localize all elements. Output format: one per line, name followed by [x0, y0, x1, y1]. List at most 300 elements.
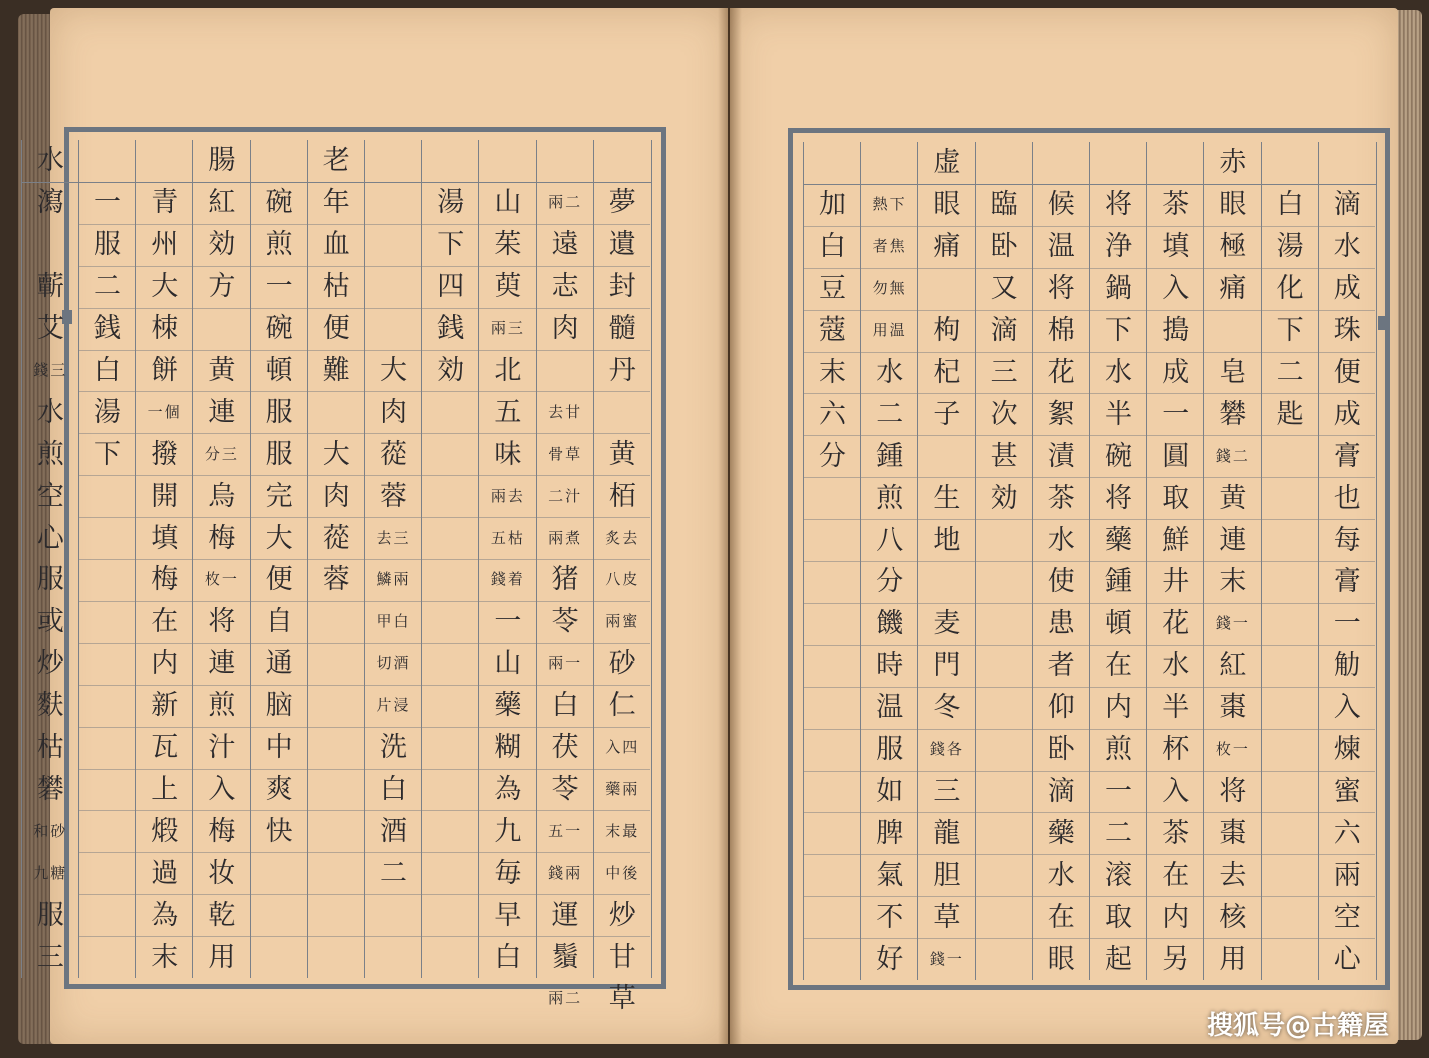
text-cell: 三	[36, 941, 64, 973]
text-cell: 枯	[36, 732, 64, 764]
column-header	[79, 140, 136, 183]
text-cell: 青	[151, 187, 179, 219]
text-cell: 水	[1047, 859, 1075, 891]
right-page-column	[1032, 142, 1090, 980]
text-cell: 連	[208, 648, 236, 680]
text-cell: 湯	[94, 396, 121, 428]
text-cell: 白	[1276, 189, 1304, 221]
right-text-grid	[803, 142, 1375, 980]
text-cell: 棗	[1219, 692, 1247, 724]
text-cell	[1204, 310, 1261, 352]
text-cell: 下	[437, 229, 465, 261]
text-cell: 錢二	[1215, 446, 1250, 465]
text-cell: 藥兩	[605, 779, 640, 798]
text-cell: 遠	[551, 229, 579, 261]
text-cell: 便	[322, 313, 350, 345]
text-cell: 血	[322, 229, 350, 261]
text-cell: 肉	[380, 396, 407, 428]
text-cell: 梅	[208, 815, 236, 847]
text-cell: 煎	[36, 438, 64, 470]
text-cell: 在	[151, 606, 179, 638]
text-cell: 草	[933, 901, 961, 933]
text-cell: 萸	[494, 271, 522, 303]
right-page-column	[860, 142, 918, 980]
text-cell: 花	[1162, 608, 1190, 640]
text-cell: 碗	[1105, 440, 1132, 472]
text-cell: 蔻	[819, 315, 846, 347]
text-cell: 一	[1162, 398, 1190, 430]
text-cell: 一	[494, 606, 522, 638]
text-cell: 仁	[608, 690, 636, 722]
text-cell: 勿無	[872, 279, 907, 298]
text-cell	[365, 182, 422, 224]
text-cell: 瓦	[151, 732, 179, 764]
text-cell: 水	[876, 356, 904, 388]
text-cell: 填	[1162, 231, 1190, 263]
text-cell: 自	[265, 606, 293, 638]
text-cell: 猪	[551, 564, 579, 596]
text-cell: 妆	[208, 857, 236, 889]
text-cell: 分	[876, 566, 904, 598]
text-cell: 棉	[1047, 315, 1075, 347]
text-cell: 片浸	[376, 696, 411, 715]
left-page-column	[478, 140, 536, 978]
text-cell	[365, 266, 422, 308]
text-cell: 八	[876, 524, 904, 556]
text-cell: 膏	[1333, 566, 1361, 598]
text-cell: 将	[208, 606, 236, 638]
left-page-column	[536, 140, 594, 1008]
text-cell: 不	[876, 901, 904, 933]
left-text-grid	[33, 140, 650, 1015]
text-cell: 用	[208, 941, 236, 973]
frame-mark-right	[1378, 316, 1388, 330]
text-cell: 連	[208, 396, 236, 428]
text-cell: 下	[1276, 315, 1304, 347]
text-cell: 温	[1047, 231, 1075, 263]
text-cell: 切酒	[376, 654, 411, 673]
text-cell: 三	[933, 775, 961, 807]
text-cell: 麦	[933, 608, 961, 640]
text-cell: 一	[1333, 608, 1361, 640]
text-cell: 兩一	[548, 654, 583, 673]
right-page-column	[803, 142, 861, 980]
text-cell: 起	[1105, 943, 1132, 975]
text-cell: 錢兩	[548, 863, 583, 882]
text-cell: 脾	[876, 817, 904, 849]
text-cell: 蓉	[380, 480, 407, 512]
text-cell: 用温	[872, 321, 907, 340]
text-cell: 入	[208, 773, 236, 805]
left-page-column	[421, 140, 479, 978]
text-cell: 下	[1105, 315, 1132, 347]
text-cell: 梅	[151, 564, 179, 596]
text-cell: 二	[94, 271, 121, 303]
text-cell: 水	[1047, 524, 1075, 556]
text-cell: 白	[380, 773, 407, 805]
text-cell: 蓉	[322, 564, 350, 596]
text-cell: 觔	[1333, 650, 1361, 682]
text-cell: 山	[494, 648, 522, 680]
text-cell: 膏	[1333, 440, 1361, 472]
text-cell: 胆	[933, 859, 961, 891]
text-cell: 杯	[1162, 734, 1190, 766]
text-cell: 礬	[1219, 398, 1247, 430]
text-cell: 便	[1333, 356, 1361, 388]
text-cell: 水	[1105, 356, 1132, 388]
text-cell: 浄	[1105, 231, 1132, 263]
column-header	[1147, 142, 1204, 185]
text-cell	[918, 561, 975, 603]
text-cell: 銭	[94, 313, 121, 345]
text-cell: 眼	[1047, 943, 1075, 975]
text-cell: 炒	[608, 899, 636, 931]
text-cell: 下	[94, 438, 121, 470]
text-cell: 黄	[208, 354, 236, 386]
text-cell: 八皮	[605, 570, 640, 589]
text-cell: 心	[36, 522, 64, 554]
text-cell: 半	[1162, 692, 1190, 724]
text-cell: 絮	[1047, 398, 1075, 430]
left-page-column	[250, 140, 308, 978]
text-cell: 茱	[494, 229, 522, 261]
text-cell: 鮮	[1162, 524, 1190, 556]
text-cell: 服	[36, 899, 64, 931]
text-cell: 苓	[551, 606, 579, 638]
text-cell: 四	[437, 271, 465, 303]
text-cell: 中後	[605, 863, 640, 882]
text-cell	[22, 224, 79, 266]
text-cell: 煎	[876, 482, 904, 514]
text-cell: 成	[1162, 356, 1190, 388]
text-cell: 蓯	[322, 522, 350, 554]
text-cell: 撥	[151, 438, 179, 470]
text-cell: 冬	[933, 692, 961, 724]
text-cell: 兩二	[548, 193, 583, 212]
text-cell: 紅	[1219, 650, 1247, 682]
text-cell: 甘	[608, 941, 636, 973]
text-cell	[193, 308, 250, 350]
text-cell: 痛	[1219, 273, 1247, 305]
text-cell: 餅	[151, 354, 179, 386]
text-cell: 枯	[322, 271, 350, 303]
text-cell: 錢一	[1215, 614, 1250, 633]
text-cell: 新	[151, 690, 179, 722]
text-cell: 在	[1105, 650, 1132, 682]
left-page-column	[364, 140, 422, 978]
text-cell: 在	[1162, 859, 1190, 891]
right-page-column	[1203, 142, 1261, 980]
text-cell: 効	[437, 354, 465, 386]
text-cell: 洗	[380, 732, 407, 764]
text-cell: 茶	[1162, 817, 1190, 849]
text-cell: 成	[1333, 273, 1361, 305]
column-header	[1262, 142, 1319, 185]
text-cell: 将	[1105, 482, 1132, 514]
column-header	[1033, 142, 1090, 185]
text-cell: 二	[876, 398, 904, 430]
text-cell: 枸	[933, 315, 961, 347]
text-cell: 子	[933, 398, 961, 430]
text-cell: 茯	[551, 732, 579, 764]
text-cell: 二	[1105, 817, 1132, 849]
text-cell: 運	[551, 899, 579, 931]
text-cell: 九	[494, 815, 522, 847]
text-cell: 棗	[1219, 817, 1247, 849]
right-page-column	[1318, 142, 1377, 980]
text-cell: 銭	[437, 313, 465, 345]
text-cell: 骨草	[548, 444, 583, 463]
column-header: 虚	[918, 142, 975, 185]
text-cell: 藥	[1047, 817, 1075, 849]
text-cell: 成	[1333, 398, 1361, 430]
text-cell: 好	[876, 943, 904, 975]
text-cell: 茶	[1047, 482, 1075, 514]
column-header	[136, 140, 193, 183]
text-cell: 上	[151, 773, 179, 805]
text-cell: 者焦	[872, 237, 907, 256]
text-cell: 卧	[1047, 734, 1075, 766]
text-cell: 鍾	[876, 440, 904, 472]
text-cell: 服	[36, 564, 64, 596]
text-cell: 紅	[208, 187, 236, 219]
text-cell: 大	[380, 354, 407, 386]
text-cell: 二	[1276, 356, 1304, 388]
text-cell: 服	[265, 438, 293, 470]
text-cell: 服	[94, 229, 121, 261]
left-page-column	[135, 140, 193, 978]
right-page-column	[917, 142, 975, 980]
text-cell: 黄	[1219, 482, 1247, 514]
column-header	[365, 140, 422, 183]
text-cell: 心	[1333, 943, 1361, 975]
text-cell: 煎	[208, 690, 236, 722]
text-cell: 白	[551, 690, 579, 722]
text-cell: 滚	[1105, 859, 1132, 891]
text-cell: 茶	[1162, 189, 1190, 221]
text-cell: 末最	[605, 821, 640, 840]
text-cell: 煉	[1333, 734, 1361, 766]
text-cell: 兩	[1333, 859, 1361, 891]
text-cell: 遺	[608, 229, 636, 261]
text-cell: 杞	[933, 356, 961, 388]
text-cell: 志	[551, 271, 579, 303]
text-cell: 眼	[933, 189, 961, 221]
column-header	[537, 140, 594, 183]
text-cell: 脑	[265, 690, 293, 722]
text-cell	[594, 391, 651, 433]
text-cell	[308, 391, 365, 433]
left-page-column	[21, 140, 79, 978]
text-cell: 白	[494, 941, 522, 973]
text-cell: 栢	[608, 480, 636, 512]
text-cell: 九糖	[33, 863, 68, 882]
text-cell: 藥	[494, 690, 522, 722]
text-cell: 炙去	[605, 528, 640, 547]
text-cell: 快	[265, 815, 293, 847]
text-cell: 蓯	[380, 438, 407, 470]
text-cell: 湯	[1276, 231, 1304, 263]
text-cell: 鍾	[1105, 566, 1132, 598]
text-cell: 或	[36, 606, 64, 638]
text-cell: 入	[1162, 775, 1190, 807]
text-cell: 半	[1105, 398, 1132, 430]
text-cell: 方	[208, 271, 236, 303]
text-cell: 瀉	[36, 187, 64, 219]
text-cell: 兩二	[548, 989, 583, 1008]
left-page-column	[307, 140, 365, 978]
text-cell: 兩蜜	[605, 612, 640, 631]
text-cell: 在	[1047, 901, 1075, 933]
text-cell: 入	[1333, 692, 1361, 724]
text-cell: 生	[933, 482, 961, 514]
text-cell: 枚一	[204, 570, 239, 589]
column-header	[976, 142, 1033, 185]
text-cell	[918, 268, 975, 310]
text-cell: 中	[265, 732, 293, 764]
text-cell: 和砂	[33, 821, 68, 840]
text-cell: 匙	[1276, 398, 1304, 430]
text-cell: 分三	[204, 444, 239, 463]
text-cell: 兩去	[490, 486, 525, 505]
left-page-column	[192, 140, 250, 978]
text-cell: 五一	[548, 821, 583, 840]
column-header	[1090, 142, 1147, 185]
column-header: 腸	[193, 140, 250, 183]
text-cell: 六	[819, 398, 846, 430]
text-cell: 兩煮	[548, 528, 583, 547]
column-header: 水	[22, 140, 79, 183]
text-cell: 早	[494, 899, 522, 931]
text-cell: 麩	[36, 690, 64, 722]
column-header	[251, 140, 308, 183]
text-cell: 肉	[322, 480, 350, 512]
text-cell: 圓	[1162, 440, 1190, 472]
text-cell: 過	[151, 857, 179, 889]
text-cell: 滴	[1333, 189, 1361, 221]
right-page-column	[1089, 142, 1147, 980]
text-cell: 滴	[1047, 775, 1075, 807]
text-cell: 白	[819, 231, 846, 263]
text-cell: 饑	[876, 608, 904, 640]
text-cell: 水	[1162, 650, 1190, 682]
text-cell: 滴	[990, 315, 1018, 347]
text-cell: 錢三	[33, 360, 68, 379]
right-page-column	[1146, 142, 1204, 980]
text-cell: 錢各	[929, 740, 964, 759]
text-cell: 取	[1105, 901, 1132, 933]
column-header	[479, 140, 536, 183]
text-cell: 門	[933, 650, 961, 682]
text-cell	[365, 224, 422, 266]
text-cell: 烏	[208, 480, 236, 512]
text-cell: 効	[208, 229, 236, 261]
text-cell: 六	[1333, 817, 1361, 849]
column-header	[594, 140, 651, 183]
text-cell	[918, 435, 975, 477]
text-cell: 皂	[1219, 356, 1247, 388]
text-cell: 臨	[990, 189, 1018, 221]
text-cell: 次	[990, 398, 1018, 430]
text-cell: 通	[265, 648, 293, 680]
column-header: 赤	[1204, 142, 1261, 185]
text-cell: 患	[1047, 608, 1075, 640]
text-cell: 取	[1162, 482, 1190, 514]
text-cell: 候	[1047, 189, 1075, 221]
text-cell: 末	[819, 356, 846, 388]
text-cell: 搗	[1162, 315, 1190, 347]
text-cell	[365, 308, 422, 350]
text-cell: 分	[819, 440, 846, 472]
text-cell: 効	[990, 482, 1018, 514]
text-cell: 去三	[376, 528, 411, 547]
text-cell: 極	[1219, 231, 1247, 263]
left-page-column	[593, 140, 652, 1015]
text-cell: 錢一	[929, 949, 964, 968]
text-cell: 白	[94, 354, 121, 386]
text-cell: 蘄	[36, 271, 64, 303]
text-cell: 也	[1333, 482, 1361, 514]
text-cell: 為	[151, 899, 179, 931]
column-header	[422, 140, 479, 183]
text-cell: 味	[494, 438, 522, 470]
text-cell: 将	[1047, 273, 1075, 305]
text-cell: 酒	[380, 815, 407, 847]
text-cell: 者	[1047, 650, 1075, 682]
text-cell: 空	[36, 480, 64, 512]
text-cell: 内	[1162, 901, 1190, 933]
text-cell: 毎	[494, 857, 522, 889]
text-cell: 一	[1105, 775, 1132, 807]
text-cell: 另	[1162, 943, 1190, 975]
text-cell: 化	[1276, 273, 1304, 305]
text-cell: 珠	[1333, 315, 1361, 347]
text-cell: 草	[608, 983, 636, 1015]
text-cell: 甲白	[376, 612, 411, 631]
text-cell: 五枯	[490, 528, 525, 547]
text-cell: 丹	[608, 354, 636, 386]
text-cell: 年	[322, 187, 350, 219]
text-cell: 便	[265, 564, 293, 596]
text-cell: 苓	[551, 773, 579, 805]
text-cell: 将	[1105, 189, 1132, 221]
text-cell: 入	[1162, 273, 1190, 305]
text-cell: 空	[1333, 901, 1361, 933]
text-cell: 枚一	[1215, 740, 1250, 759]
text-cell: 夢	[608, 187, 636, 219]
text-cell: 鱗兩	[376, 570, 411, 589]
text-cell: 二	[380, 857, 407, 889]
column-header	[804, 142, 861, 185]
text-cell: 大	[322, 438, 350, 470]
text-cell: 炒	[36, 648, 64, 680]
text-cell: 時	[876, 650, 904, 682]
text-cell: 漬	[1047, 440, 1075, 472]
right-page-column	[975, 142, 1033, 980]
text-cell: 鬚	[551, 941, 579, 973]
text-cell: 頓	[265, 354, 293, 386]
text-cell: 服	[265, 396, 293, 428]
text-cell: 入四	[605, 738, 640, 757]
text-cell: 一個	[147, 402, 182, 421]
text-cell: 北	[494, 354, 522, 386]
text-cell: 連	[1219, 524, 1247, 556]
text-cell: 末	[1219, 566, 1247, 598]
text-cell: 二汁	[548, 486, 583, 505]
text-cell: 封	[608, 271, 636, 303]
text-cell: 蜜	[1333, 775, 1361, 807]
book-gutter	[718, 8, 742, 1044]
